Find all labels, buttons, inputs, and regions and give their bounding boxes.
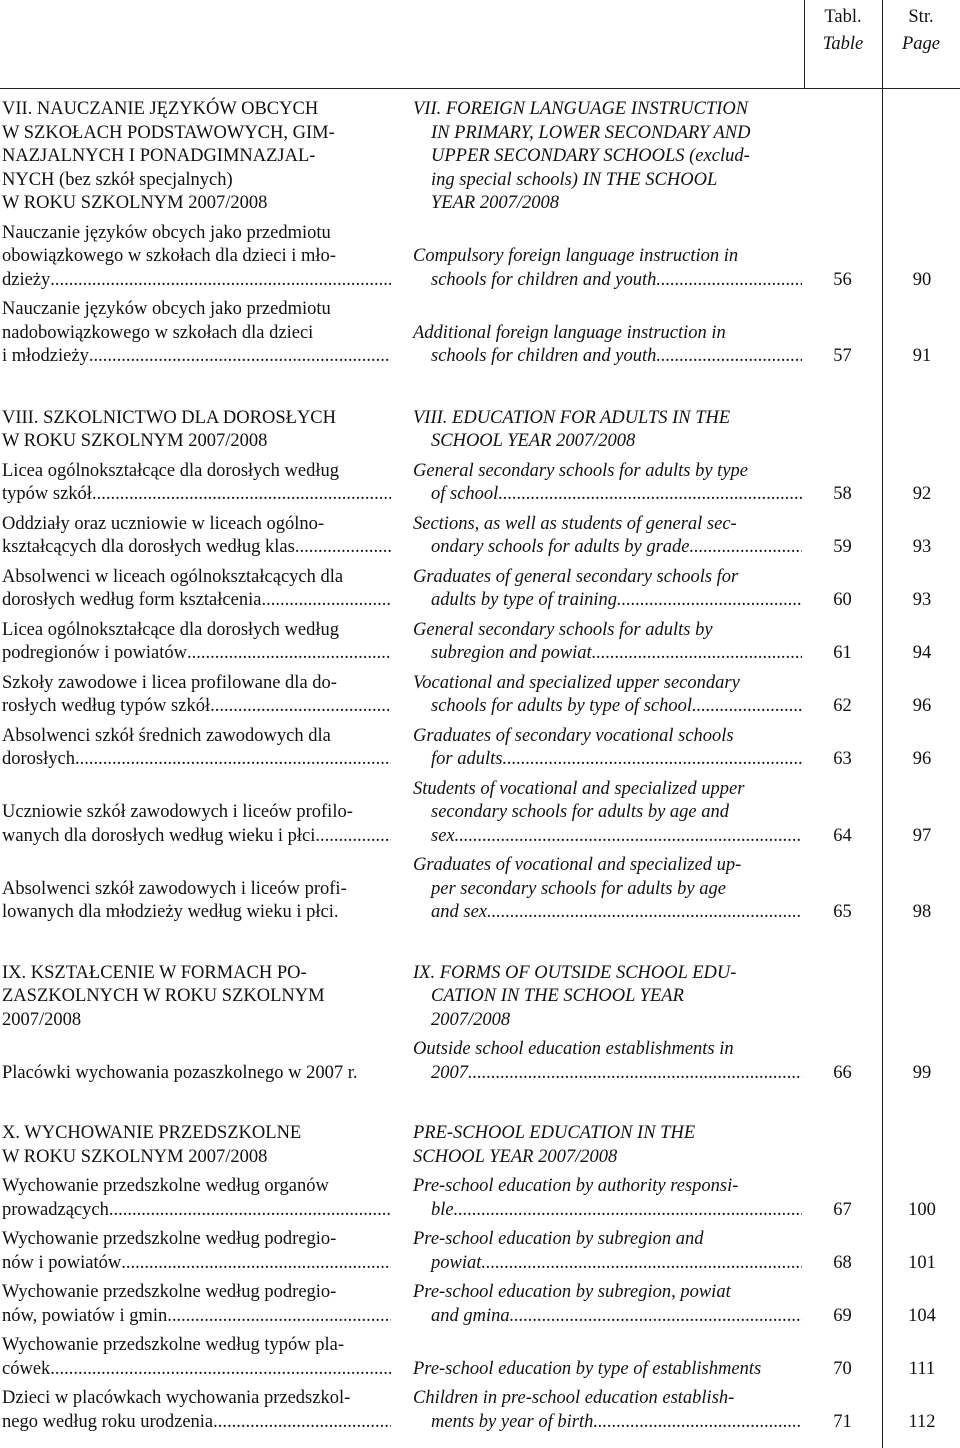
entry-en-text: of school bbox=[431, 484, 499, 504]
section-viii bbox=[0, 407, 960, 925]
entry-en-text: 2007 bbox=[431, 1062, 468, 1083]
entry-pl-leader bbox=[2, 269, 391, 293]
page-number: 93 bbox=[912, 590, 932, 610]
dot-leader bbox=[315, 825, 391, 849]
entry-title-pl bbox=[0, 1175, 391, 1222]
toc-entry[interactable] bbox=[0, 725, 960, 772]
section-heading-ix bbox=[0, 962, 960, 1033]
entry-pl-line: Placówki wychowania pozaszkolnego w 2007 r. bbox=[2, 1062, 358, 1083]
entry-title-en bbox=[391, 725, 802, 772]
entry-en-leader bbox=[431, 901, 802, 925]
section-title-en bbox=[391, 1122, 802, 1169]
entry-pl-line bbox=[2, 825, 391, 849]
toc-entry[interactable] bbox=[0, 1038, 960, 1085]
dot-leader bbox=[692, 695, 802, 719]
entry-en-line bbox=[413, 695, 802, 719]
entry-en-line: Pre-school education by subregion, powiat bbox=[413, 1282, 731, 1302]
table-number: 57 bbox=[833, 346, 852, 366]
entry-pl-leader bbox=[2, 1305, 391, 1329]
entry-pl-line bbox=[2, 1199, 391, 1223]
entry-pl-text: dorosłych bbox=[2, 749, 75, 769]
entry-pl-line: Wychowanie przedszkolne według typów pla- bbox=[2, 1335, 345, 1355]
table-number: 71 bbox=[833, 1411, 852, 1432]
entry-pl-text: nów i powiatów bbox=[2, 1252, 122, 1273]
entry-en-line: Vocational and specialized upper secondary bbox=[413, 672, 740, 693]
entry-pl-leader bbox=[2, 825, 391, 849]
title-en-line: 2007/2008 bbox=[431, 1009, 511, 1030]
entry-en-leader bbox=[431, 1062, 802, 1086]
title-en-line: ing special schools) IN THE SCHOOL bbox=[431, 169, 718, 190]
title-pl-line: VIII. SZKOLNICTWO DLA DOROSŁYCH bbox=[2, 407, 337, 428]
dot-leader bbox=[213, 1411, 391, 1435]
entry-pl-line: Wychowanie przedszkolne według podregio- bbox=[2, 1282, 337, 1302]
page-number: 91 bbox=[912, 346, 932, 366]
entry-en-text: adults by type of training bbox=[431, 590, 618, 610]
entry-pl-leader bbox=[2, 695, 391, 719]
column-header bbox=[0, 0, 960, 88]
page-number: 100 bbox=[908, 1199, 936, 1220]
title-pl-line: 2007/2008 bbox=[2, 1009, 82, 1030]
toc-entry[interactable] bbox=[0, 1387, 960, 1434]
table-number: 63 bbox=[833, 749, 852, 769]
title-en-line: PRE-SCHOOL EDUCATION IN THE bbox=[413, 1123, 696, 1143]
title-pl-line: W ROKU SZKOLNYM 2007/2008 bbox=[2, 1146, 268, 1167]
entry-en-line: Outside school education establishments in bbox=[413, 1039, 734, 1059]
entry-title-en bbox=[391, 854, 802, 925]
toc-entry[interactable] bbox=[0, 460, 960, 507]
entry-en-line bbox=[413, 269, 802, 293]
entry-en-text: ments by year of birth bbox=[431, 1411, 594, 1432]
page-number: 94 bbox=[912, 643, 932, 663]
dot-leader bbox=[592, 642, 802, 666]
entry-pl-line: Licea ogólnokształcące dla dorosłych według bbox=[2, 619, 339, 640]
entry-en-line bbox=[413, 825, 802, 849]
dot-leader bbox=[210, 695, 391, 719]
entry-en-text: schools for adults by type of school bbox=[431, 696, 693, 716]
entry-en-line: Graduates of vocational and specialized up- bbox=[413, 855, 742, 875]
section-title-pl bbox=[0, 1122, 391, 1169]
entry-en-line bbox=[413, 536, 802, 560]
page-number: 99 bbox=[912, 1062, 932, 1083]
dot-leader bbox=[109, 1199, 391, 1223]
entry-en-line: Graduates of general secondary schools for bbox=[413, 566, 739, 587]
toc-entry[interactable] bbox=[0, 672, 960, 719]
page-number: 98 bbox=[912, 902, 932, 922]
title-pl-line: W ROKU SZKOLNYM 2007/2008 bbox=[2, 431, 268, 451]
section-title-en bbox=[391, 98, 802, 216]
entry-en-line bbox=[413, 1199, 802, 1223]
entry-pl-leader bbox=[2, 1411, 391, 1435]
entry-title-pl bbox=[0, 1038, 391, 1085]
entry-en-leader bbox=[431, 1252, 802, 1276]
entry-title-pl bbox=[0, 1281, 391, 1328]
page-number: 93 bbox=[912, 537, 932, 557]
entry-pl-line bbox=[2, 589, 391, 613]
entry-en-line: General secondary schools for adults by bbox=[413, 619, 713, 640]
entry-en-line bbox=[413, 589, 802, 613]
toc-entry[interactable] bbox=[0, 298, 960, 369]
entry-en-line bbox=[413, 222, 802, 246]
entry-en-leader bbox=[431, 1411, 802, 1435]
entry-pl-leader bbox=[2, 1358, 391, 1382]
page-number: 92 bbox=[912, 484, 932, 504]
dot-leader bbox=[454, 1199, 802, 1223]
entry-en-leader bbox=[431, 589, 802, 613]
section-title-pl bbox=[0, 98, 391, 216]
entry-pl-line: Licea ogólnokształcące dla dorosłych według bbox=[2, 460, 339, 481]
entry-pl-line bbox=[2, 345, 391, 369]
entry-en-text: for adults bbox=[431, 749, 503, 769]
dot-leader bbox=[656, 345, 802, 369]
table-number: 64 bbox=[833, 825, 852, 846]
entry-pl-line: Nauczanie języków obcych jako przedmiotu bbox=[2, 222, 331, 243]
table-number: 68 bbox=[833, 1252, 852, 1273]
entry-en-line bbox=[413, 345, 802, 369]
entry-en-text: and gmina bbox=[431, 1305, 510, 1326]
entry-pl-line bbox=[2, 1305, 391, 1329]
entry-pl-text: wanych dla dorosłych według wieku i płci bbox=[2, 825, 316, 846]
title-pl-line: ZASZKOLNYCH W ROKU SZKOLNYM bbox=[2, 986, 325, 1006]
entry-en-line bbox=[413, 642, 802, 666]
section-heading-viii bbox=[0, 407, 960, 454]
entry-pl-leader bbox=[2, 536, 391, 560]
entry-pl-leader bbox=[2, 483, 391, 507]
entry-title-en bbox=[391, 566, 802, 613]
entry-title-en bbox=[391, 1175, 802, 1222]
title-pl-line: VII. NAUCZANIE JĘZYKÓW OBCYCH bbox=[2, 99, 319, 119]
dot-leader bbox=[502, 748, 802, 772]
entry-pl-line: Absolwenci szkół średnich zawodowych dla bbox=[2, 725, 331, 746]
table-number: 67 bbox=[833, 1199, 852, 1220]
table-number: 58 bbox=[833, 484, 852, 504]
entry-pl-leader bbox=[2, 345, 391, 369]
toc-entry[interactable] bbox=[0, 222, 960, 293]
page-number: 104 bbox=[908, 1305, 936, 1326]
section-title-en bbox=[391, 407, 802, 454]
entry-en-line bbox=[413, 748, 802, 772]
entry-en-line bbox=[413, 298, 802, 322]
entry-en-line: Pre-school education by type of establishments bbox=[413, 1358, 762, 1379]
entry-en-line bbox=[413, 1062, 802, 1086]
entry-title-en bbox=[391, 1038, 802, 1085]
entry-en-line: secondary schools for adults by age and bbox=[431, 802, 730, 822]
entry-title-en bbox=[391, 222, 802, 293]
entry-pl-text: i młodzieży bbox=[2, 346, 89, 366]
dot-leader bbox=[689, 536, 802, 560]
entry-title-en bbox=[391, 513, 802, 560]
entry-pl-text: nów, powiatów i gmin bbox=[2, 1305, 168, 1326]
toc-entry[interactable] bbox=[0, 1281, 960, 1328]
table-number: 66 bbox=[833, 1062, 852, 1083]
entry-pl-text: nego według roku urodzenia bbox=[2, 1411, 214, 1432]
title-en-line: IN PRIMARY, LOWER SECONDARY AND bbox=[431, 122, 751, 143]
title-en-line: UPPER SECONDARY SCHOOLS (exclud- bbox=[431, 146, 750, 166]
title-en-line: CATION IN THE SCHOOL YEAR bbox=[431, 986, 684, 1006]
entry-en-leader bbox=[431, 825, 802, 849]
title-pl-line: W SZKOŁACH PODSTAWOWYCH, GIM- bbox=[2, 122, 335, 143]
toc-entry[interactable] bbox=[0, 778, 960, 849]
entry-en-line: Sections, as well as students of general sec- bbox=[413, 513, 737, 534]
entry-en-leader bbox=[431, 695, 802, 719]
entry-en-text: sex bbox=[431, 825, 455, 846]
entry-title-pl bbox=[0, 566, 391, 613]
header-divider-left bbox=[804, 0, 805, 88]
table-number: 59 bbox=[833, 537, 852, 557]
dot-leader bbox=[50, 1358, 391, 1382]
entry-pl-line bbox=[2, 695, 391, 719]
dot-leader bbox=[261, 589, 391, 613]
dot-leader bbox=[75, 748, 391, 772]
page-label-pl: Str. bbox=[908, 7, 934, 27]
entry-pl-line bbox=[2, 536, 391, 560]
table-label-en: Table bbox=[822, 34, 864, 54]
entry-pl-line bbox=[2, 642, 391, 666]
entry-en-leader bbox=[431, 1199, 802, 1223]
entry-pl-line bbox=[2, 778, 391, 802]
toc-entry[interactable] bbox=[0, 513, 960, 560]
entry-pl-leader bbox=[2, 1252, 391, 1276]
entry-pl-line: obowiązkowego w szkołach dla dzieci i mło- bbox=[2, 246, 336, 266]
title-en-line: IX. FORMS OF OUTSIDE SCHOOL EDU- bbox=[413, 962, 737, 983]
table-number: 56 bbox=[833, 269, 852, 290]
dot-leader bbox=[187, 642, 391, 666]
title-en-line: SCHOOL YEAR 2007/2008 bbox=[431, 431, 636, 451]
entry-en-text: ble bbox=[431, 1199, 454, 1220]
dot-leader bbox=[487, 901, 802, 925]
entry-title-en bbox=[391, 778, 802, 849]
entry-en-line: Pre-school education by subregion and bbox=[413, 1229, 704, 1249]
section-x bbox=[0, 1122, 960, 1434]
entry-en-leader bbox=[431, 1305, 802, 1329]
entry-en-text: schools for children and youth bbox=[431, 346, 657, 366]
entry-title-pl bbox=[0, 513, 391, 560]
entry-en-line bbox=[413, 1305, 802, 1329]
entry-pl-text: dzieży bbox=[2, 269, 51, 290]
header-divider-bottom bbox=[0, 88, 960, 89]
entry-en-line: Pre-school education by authority responsi- bbox=[413, 1176, 739, 1196]
entry-pl-line bbox=[2, 269, 391, 293]
entry-title-en bbox=[391, 1281, 802, 1328]
table-column-header bbox=[804, 4, 882, 58]
entry-en-line: Graduates of secondary vocational schools bbox=[413, 725, 734, 746]
dot-leader bbox=[295, 536, 391, 560]
entry-en-line: Students of vocational and specialized upper bbox=[413, 778, 745, 799]
entry-pl-line bbox=[2, 1252, 391, 1276]
title-pl-line: X. WYCHOWANIE PRZEDSZKOLNE bbox=[2, 1123, 302, 1143]
entry-title-en bbox=[391, 1228, 802, 1275]
title-pl-line: NYCH (bez szkół specjalnych) bbox=[2, 169, 233, 190]
table-number: 69 bbox=[833, 1305, 852, 1326]
section-title-pl bbox=[0, 962, 391, 1033]
entry-pl-line: Wychowanie przedszkolne według podregio- bbox=[2, 1229, 337, 1249]
entry-title-pl bbox=[0, 854, 391, 925]
entry-title-pl bbox=[0, 1387, 391, 1434]
toc-entry[interactable] bbox=[0, 854, 960, 925]
entry-en-line bbox=[413, 1411, 802, 1435]
table-label-pl: Tabl. bbox=[824, 7, 862, 27]
entry-title-en bbox=[391, 1334, 802, 1381]
entry-title-pl bbox=[0, 672, 391, 719]
entry-title-pl bbox=[0, 619, 391, 666]
toc-entry[interactable] bbox=[0, 619, 960, 666]
section-heading-vii bbox=[0, 98, 960, 216]
entry-title-pl bbox=[0, 222, 391, 293]
page-number: 112 bbox=[908, 1411, 936, 1432]
entry-en-text: ondary schools for adults by grade bbox=[431, 537, 690, 557]
entry-pl-line: Wychowanie przedszkolne według organów bbox=[2, 1176, 329, 1196]
page-label-en: Page bbox=[901, 34, 940, 54]
entry-pl-line: Absolwenci szkół zawodowych i liceów profi- bbox=[2, 878, 347, 899]
entry-pl-line: Oddziały oraz uczniowie w liceach ogólno- bbox=[2, 513, 325, 534]
entry-title-en bbox=[391, 460, 802, 507]
toc-entry[interactable] bbox=[0, 1334, 960, 1381]
entry-pl-line: nadobowiązkowego w szkołach dla dzieci bbox=[2, 322, 314, 343]
entry-en-text: subregion and powiat bbox=[431, 643, 592, 663]
entry-pl-leader bbox=[2, 748, 391, 772]
entry-pl-line bbox=[2, 1411, 391, 1435]
page-number: 111 bbox=[908, 1358, 936, 1379]
entry-pl-line: Szkoły zawodowe i licea profilowane dla do- bbox=[2, 672, 337, 693]
title-en-line: VIII. EDUCATION FOR ADULTS IN THE bbox=[413, 407, 731, 428]
entry-pl-text: cówek bbox=[2, 1358, 51, 1379]
dot-leader bbox=[617, 589, 802, 613]
entry-title-en bbox=[391, 1387, 802, 1434]
table-number: 62 bbox=[833, 696, 852, 716]
dot-leader bbox=[510, 1305, 802, 1329]
dot-leader bbox=[468, 1062, 802, 1086]
entry-en-line bbox=[413, 901, 802, 925]
entry-pl-line: Nauczanie języków obcych jako przedmiotu bbox=[2, 299, 331, 319]
section-heading-x bbox=[0, 1122, 960, 1169]
section-title-pl bbox=[0, 407, 391, 454]
entry-en-line bbox=[413, 1334, 802, 1358]
entry-pl-line bbox=[2, 748, 391, 772]
entry-pl-line: Uczniowie szkół zawodowych i liceów profilo- bbox=[2, 802, 353, 822]
title-pl-line: W ROKU SZKOLNYM 2007/2008 bbox=[2, 193, 268, 213]
section-vii bbox=[0, 98, 960, 369]
entry-en-line: Compulsory foreign language instruction in bbox=[413, 246, 739, 266]
dot-leader bbox=[167, 1305, 391, 1329]
entry-en-text: schools for children and youth bbox=[431, 269, 657, 290]
toc-entry[interactable] bbox=[0, 1175, 960, 1222]
entry-title-pl bbox=[0, 298, 391, 369]
entry-en-leader bbox=[431, 536, 802, 560]
entry-title-en bbox=[391, 672, 802, 719]
toc-entry[interactable] bbox=[0, 566, 960, 613]
dot-leader bbox=[593, 1411, 802, 1435]
entry-pl-line: Absolwenci w liceach ogólnokształcących dla bbox=[2, 566, 344, 587]
entry-title-pl bbox=[0, 460, 391, 507]
table-number: 60 bbox=[833, 590, 852, 610]
entry-pl-line bbox=[2, 483, 391, 507]
page-number: 96 bbox=[912, 696, 932, 716]
entry-en-leader bbox=[431, 345, 802, 369]
entry-pl-text: rosłych według typów szkół bbox=[2, 696, 211, 716]
entry-title-pl bbox=[0, 725, 391, 772]
entry-en-line: Additional foreign language instruction in bbox=[413, 322, 726, 343]
entry-en-text: and sex bbox=[431, 902, 487, 922]
entry-en-line: General secondary schools for adults by type bbox=[413, 460, 748, 481]
entry-en-leader bbox=[431, 642, 802, 666]
table-number: 70 bbox=[833, 1358, 852, 1379]
page-number: 96 bbox=[912, 749, 932, 769]
dot-leader bbox=[121, 1252, 391, 1276]
entry-title-pl bbox=[0, 778, 391, 849]
dot-leader bbox=[92, 483, 391, 507]
page-column-header bbox=[882, 4, 960, 58]
table-of-contents bbox=[0, 98, 960, 1434]
entry-en-leader bbox=[431, 748, 802, 772]
title-en-line: SCHOOL YEAR 2007/2008 bbox=[413, 1146, 618, 1167]
section-title-en bbox=[391, 962, 802, 1033]
entry-pl-leader bbox=[2, 642, 391, 666]
entry-en-text: powiat bbox=[431, 1252, 482, 1273]
entry-en-line bbox=[413, 1252, 802, 1276]
entry-en-line: per secondary schools for adults by age bbox=[431, 878, 726, 899]
dot-leader bbox=[455, 825, 802, 849]
page-number: 90 bbox=[912, 269, 932, 290]
entry-pl-text: kształcących dla dorosłych według klas bbox=[2, 537, 295, 557]
dot-leader bbox=[656, 269, 802, 293]
entry-title-en bbox=[391, 298, 802, 369]
entry-pl-line bbox=[2, 1358, 391, 1382]
entry-pl-line: lowanych dla młodzieży według wieku i płci. bbox=[2, 902, 339, 922]
entry-title-en bbox=[391, 619, 802, 666]
entry-en-leader bbox=[431, 269, 802, 293]
dot-leader bbox=[498, 483, 802, 507]
table-number: 65 bbox=[833, 902, 852, 922]
dot-leader bbox=[50, 269, 391, 293]
entry-pl-line bbox=[2, 1038, 391, 1062]
entry-pl-text: dorosłych według form kształcenia bbox=[2, 590, 262, 610]
page-number: 97 bbox=[912, 825, 932, 846]
entry-pl-text: prowadzących bbox=[2, 1199, 109, 1220]
entry-title-pl bbox=[0, 1334, 391, 1381]
entry-title-pl bbox=[0, 1228, 391, 1275]
entry-en-line: Children in pre-school education establish- bbox=[413, 1388, 735, 1408]
entry-pl-text: typów szkół bbox=[2, 484, 92, 504]
table-number: 61 bbox=[833, 643, 852, 663]
section-ix bbox=[0, 962, 960, 1086]
title-pl-line: IX. KSZTAŁCENIE W FORMACH PO- bbox=[2, 962, 307, 983]
entry-pl-line bbox=[2, 854, 391, 878]
dot-leader bbox=[89, 345, 391, 369]
title-pl-line: NAZJALNYCH I PONADGIMNAZJAL- bbox=[2, 146, 316, 166]
entry-pl-leader bbox=[2, 589, 391, 613]
dot-leader bbox=[481, 1252, 802, 1276]
entry-en-leader bbox=[431, 483, 802, 507]
toc-entry[interactable] bbox=[0, 1228, 960, 1275]
page-number: 101 bbox=[908, 1252, 936, 1273]
entry-en-line bbox=[413, 483, 802, 507]
entry-pl-leader bbox=[2, 1199, 391, 1223]
entry-pl-text: podregionów i powiatów bbox=[2, 643, 187, 663]
entry-pl-line: Dzieci w placówkach wychowania przedszkol- bbox=[2, 1388, 351, 1408]
title-en-line: YEAR 2007/2008 bbox=[431, 193, 559, 213]
title-en-line: VII. FOREIGN LANGUAGE INSTRUCTION bbox=[413, 99, 749, 119]
